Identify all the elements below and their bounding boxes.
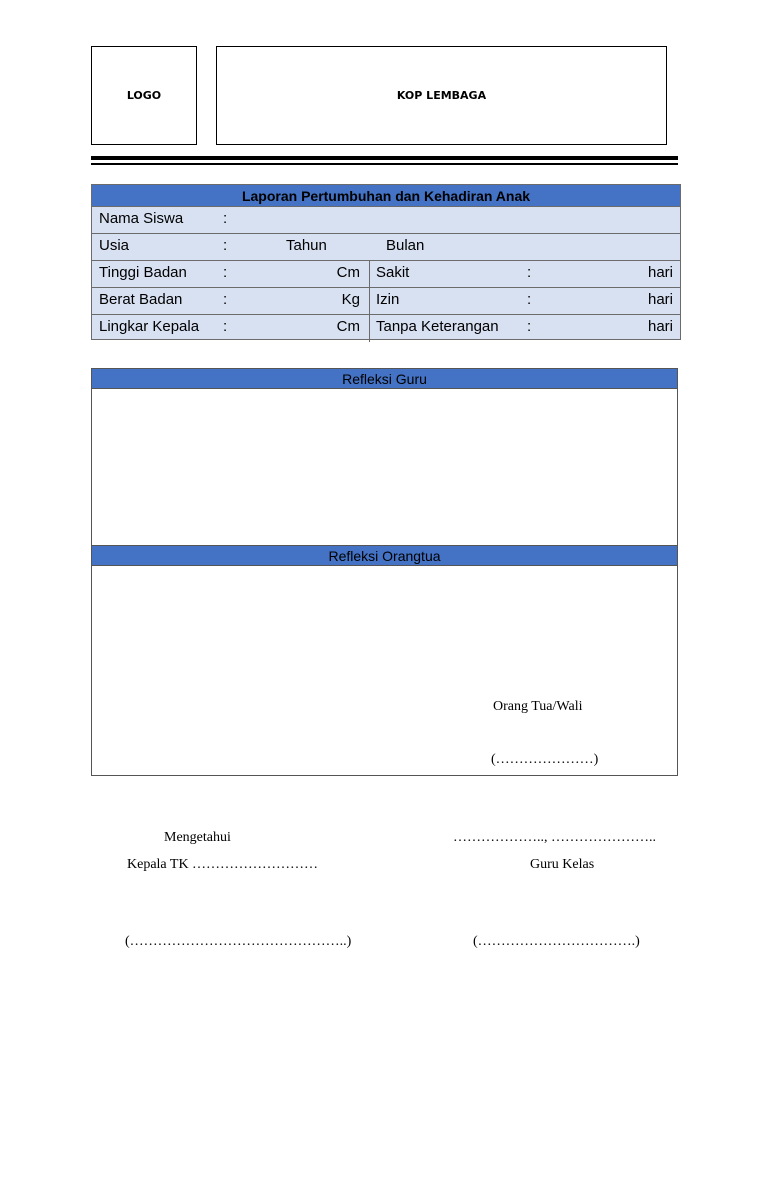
report-title: Laporan Pertumbuhan dan Kehadiran Anak [92, 185, 680, 206]
kop-lembaga-box [216, 46, 667, 145]
tinggi-badan-colon: : [223, 264, 228, 281]
header-rule-thick [91, 156, 678, 160]
orang-tua-wali-signature-line: (…………………) [491, 752, 599, 767]
berat-badan-label: Berat Badan [99, 291, 183, 308]
tinggi-badan-label: Tinggi Badan [99, 264, 187, 281]
row-berat-izin [92, 287, 680, 314]
lingkar-kepala-unit: Cm [336, 318, 360, 335]
row-tinggi-sakit [92, 260, 680, 287]
column-divider [369, 315, 370, 342]
usia-colon: : [223, 237, 228, 254]
nama-siswa-label: Nama Siswa [99, 210, 184, 227]
row-usia [92, 233, 680, 260]
logo-box [91, 46, 197, 145]
lingkar-kepala-label: Lingkar Kepala [99, 318, 200, 335]
sakit-label: Sakit [376, 264, 410, 281]
kepala-tk-signature-line: (………………………………………..) [125, 934, 352, 949]
tanpa-keterangan-hari: hari [647, 318, 673, 335]
header-rule-thin [91, 163, 678, 165]
sakit-colon: : [527, 264, 532, 281]
logo-text: LOGO [126, 89, 162, 102]
orang-tua-wali-label: Orang Tua/Wali [493, 699, 583, 714]
guru-kelas-label: Guru Kelas [530, 857, 595, 872]
berat-badan-unit: Kg [341, 291, 360, 308]
refleksi-orangtua-title: Refleksi Orangtua [92, 546, 677, 566]
usia-label: Usia [99, 237, 130, 254]
kop-lembaga-text: KOP LEMBAGA [396, 89, 487, 102]
berat-badan-colon: : [223, 291, 228, 308]
tanpa-keterangan-colon: : [527, 318, 532, 335]
column-divider [369, 261, 370, 288]
izin-colon: : [527, 291, 532, 308]
usia-bulan: Bulan [386, 237, 425, 254]
izin-hari: hari [647, 291, 673, 308]
lingkar-kepala-colon: : [223, 318, 228, 335]
refleksi-guru-section [91, 368, 678, 546]
tanpa-keterangan-label: Tanpa Keterangan [376, 318, 499, 335]
place-date-line: ……………….., ………………….. [453, 830, 656, 845]
sakit-hari: hari [647, 264, 673, 281]
nama-siswa-colon: : [223, 210, 228, 227]
refleksi-guru-title: Refleksi Guru [92, 369, 677, 389]
row-lingkar-tanpa [92, 314, 680, 341]
row-nama-siswa [92, 206, 680, 233]
tinggi-badan-unit: Cm [336, 264, 360, 281]
column-divider [369, 288, 370, 315]
izin-label: Izin [376, 291, 400, 308]
usia-tahun: Tahun [286, 237, 327, 254]
guru-kelas-signature-line: (…………………………….) [473, 934, 640, 949]
mengetahui-label: Mengetahui [164, 830, 231, 845]
report-table [91, 184, 681, 340]
kepala-tk-label: Kepala TK ……………………… [127, 857, 319, 872]
refleksi-orangtua-section [91, 545, 678, 776]
